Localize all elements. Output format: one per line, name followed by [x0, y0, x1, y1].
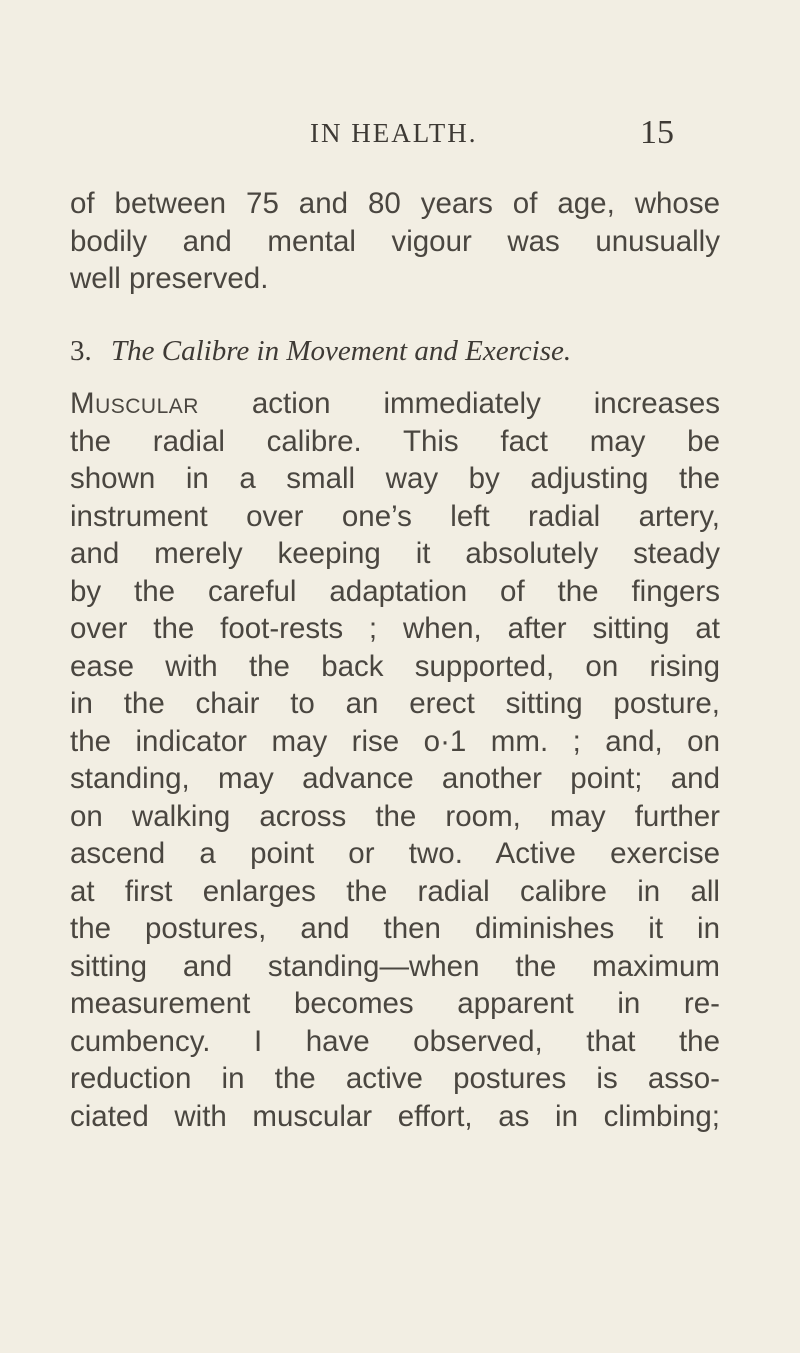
text-line: cumbency. I have observed, that the [70, 1024, 720, 1058]
text-line: over the foot-rests ; when, after sitting at [70, 612, 720, 645]
text-line: at first enlarges the radial calibre in all [70, 874, 720, 908]
text-line: instrument over one’s left radial artery, [70, 499, 720, 533]
paragraph-continued [70, 185, 720, 298]
text-line: on walking across the room, may further [70, 799, 720, 833]
paragraph-main [70, 385, 720, 1135]
text-line: measurement becomes apparent in re- [70, 987, 720, 1020]
running-head: IN HEALTH. [310, 118, 478, 148]
text-line: reduction in the active postures is asso- [70, 1062, 720, 1095]
text-line: ease with the back supported, on rising [70, 649, 720, 683]
first-line-rest: action immediately increases [198, 387, 720, 420]
text-line: by the careful adaptation of the fingers [70, 574, 720, 608]
lead-word: Muscular [70, 387, 199, 420]
page-number: 15 [640, 114, 674, 151]
text-line: ciated with muscular effort, as in climbing; [70, 1099, 720, 1133]
text-line: sitting and standing—when the maximum [70, 949, 720, 983]
text-line: and merely keeping it absolutely steady [70, 537, 720, 570]
text-line: bodily and mental vigour was unusually [70, 224, 720, 258]
text-line: the radial calibre. This fact may be [70, 424, 720, 458]
section-number: 3. [70, 335, 92, 367]
section-heading [70, 335, 571, 368]
page-header [0, 114, 800, 158]
text-line: the postures, and then diminishes it in [70, 912, 720, 945]
text-line: standing, may advance another point; and [70, 762, 720, 795]
text-line: well preserved. [70, 262, 269, 295]
text-line: in the chair to an erect sitting posture, [70, 687, 720, 720]
text-line: the indicator may rise o·1 mm. ; and, on [70, 724, 720, 758]
text-line-first [70, 385, 720, 423]
text-line: of between 75 and 80 years of age, whose [70, 187, 720, 220]
text-line: shown in a small way by adjusting the [70, 462, 720, 495]
section-title: The Calibre in Movement and Exercise. [111, 335, 572, 367]
text-line: ascend a point or two. Active exercise [70, 837, 720, 870]
